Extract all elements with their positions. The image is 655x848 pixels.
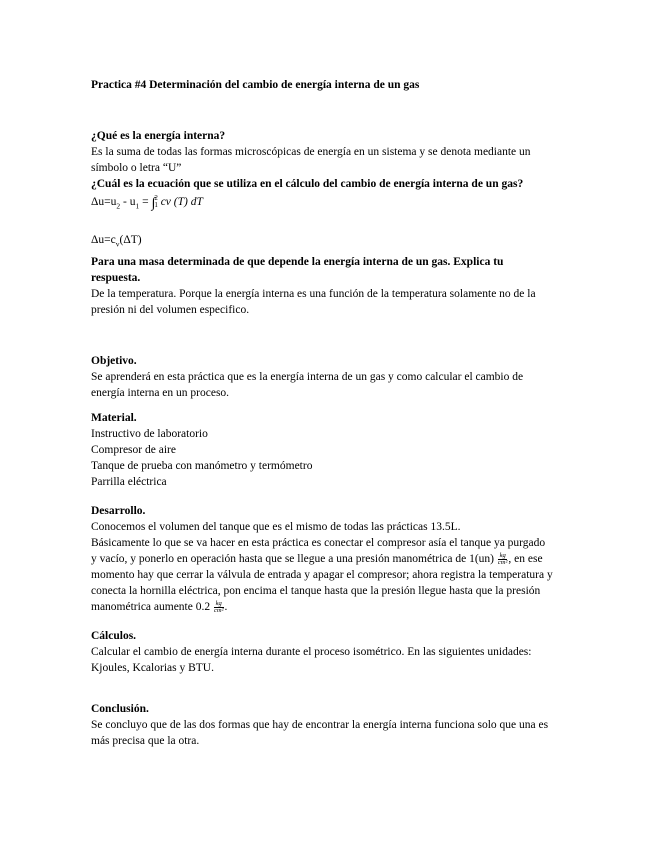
fraction-denominator: cm²	[497, 558, 508, 566]
answer-line: De la temperatura. Porque la energía interna es una función de la temperatura solamente no de la	[91, 288, 536, 300]
material-item: Parrilla eléctrica	[91, 476, 167, 488]
eq-sub: v	[115, 239, 120, 249]
body-line: Se concluyo que de las dos formas que hay de encontrar la energía interna funciona solo que una es	[91, 719, 549, 731]
body-line: Conocemos el volumen del tanque que es el mismo de todas las prácticas 13.5L.	[91, 521, 461, 533]
unit-fraction	[214, 601, 224, 614]
section-heading: Desarrollo.	[91, 505, 146, 517]
upper-limit: 2	[154, 194, 158, 203]
body-line	[91, 551, 571, 567]
body-text: y vacío, y ponerlo en operación hasta que se llegue a una presión manométrica de 1(un)	[91, 553, 497, 565]
eq-sub: 2	[116, 201, 121, 211]
answer-line: símbolo o letra “U”	[91, 162, 182, 174]
integrand: cv (T) dT	[157, 196, 203, 208]
body-line: momento hay que cerrar la válvula de entrada y apagar el compresor; ahora registra la temperatura y	[91, 569, 553, 581]
equation-integral	[91, 194, 571, 212]
question-internal-energy	[91, 128, 571, 176]
lower-limit: 1	[154, 201, 158, 210]
body-line: Calcular el cambio de energía interna durante el proceso isométrico. En las siguientes unidades:	[91, 646, 532, 658]
integral-sign: ∫	[151, 196, 156, 211]
unit-fraction	[498, 553, 508, 566]
page-title: Practica #4 Determinación del cambio de energía interna de un gas	[91, 79, 420, 91]
eq-equals: =	[139, 196, 152, 208]
eq-left: Δu=c	[91, 234, 116, 246]
body-line	[91, 599, 571, 615]
answer-line: Es la suma de todas las formas microscópicas de energía en un sistema y se denota mediante un	[91, 146, 531, 158]
section-material	[91, 410, 571, 490]
question-heading: Para una masa determinada de que depende la energía interna de un gas. Explica tu	[91, 256, 504, 268]
material-item: Tanque de prueba con manómetro y termómetro	[91, 460, 313, 472]
equation-simple	[91, 232, 571, 248]
body-text: , en ese	[508, 553, 543, 565]
body-line: conecta la hornilla eléctrica, pon encima el tanque hasta que la presión llegue hasta que la presión	[91, 585, 541, 597]
eq-minus: - u	[120, 196, 136, 208]
section-heading: Conclusión.	[91, 703, 149, 715]
section-heading: Material.	[91, 412, 137, 424]
eq-sub: 1	[135, 201, 140, 211]
body-text: manométrica aumente 0.2	[91, 601, 213, 613]
body-line: Básicamente lo que se va hacer en esta práctica es conectar el compresor asía el tanque ya purgado	[91, 537, 546, 549]
body-text: .	[224, 601, 228, 613]
section-objetivo	[91, 353, 571, 401]
eq-left: Δu=u	[91, 196, 117, 208]
section-conclusion	[91, 701, 571, 749]
body-line: Se aprenderá en esta práctica que es la energía interna de un gas y como calcular el cambio de	[91, 371, 524, 383]
section-heading: Objetivo.	[91, 355, 137, 367]
question-dependency	[91, 254, 571, 318]
material-item: Instructivo de laboratorio	[91, 428, 208, 440]
question-heading: ¿Qué es la energía interna?	[91, 130, 226, 142]
section-calculos	[91, 628, 571, 676]
question-equation	[91, 176, 571, 248]
eq-right: (ΔT)	[119, 234, 142, 246]
fraction-numerator: kg	[215, 599, 222, 607]
material-item: Compresor de aire	[91, 444, 176, 456]
body-line: Kjoules, Kcalorias y BTU.	[91, 662, 214, 674]
fraction-denominator: cm²	[213, 606, 224, 614]
body-line: más precisa que la otra.	[91, 735, 200, 747]
section-heading: Cálculos.	[91, 630, 137, 642]
fraction-numerator: kg	[499, 551, 506, 559]
question-heading: ¿Cuál es la ecuación que se utiliza en el cálculo del cambio de energía interna de un gas?	[91, 178, 524, 190]
answer-line: presión ni del volumen especifico.	[91, 304, 250, 316]
section-desarrollo	[91, 503, 571, 615]
question-heading: respuesta.	[91, 272, 141, 284]
body-line: energía interna en un proceso.	[91, 387, 230, 399]
